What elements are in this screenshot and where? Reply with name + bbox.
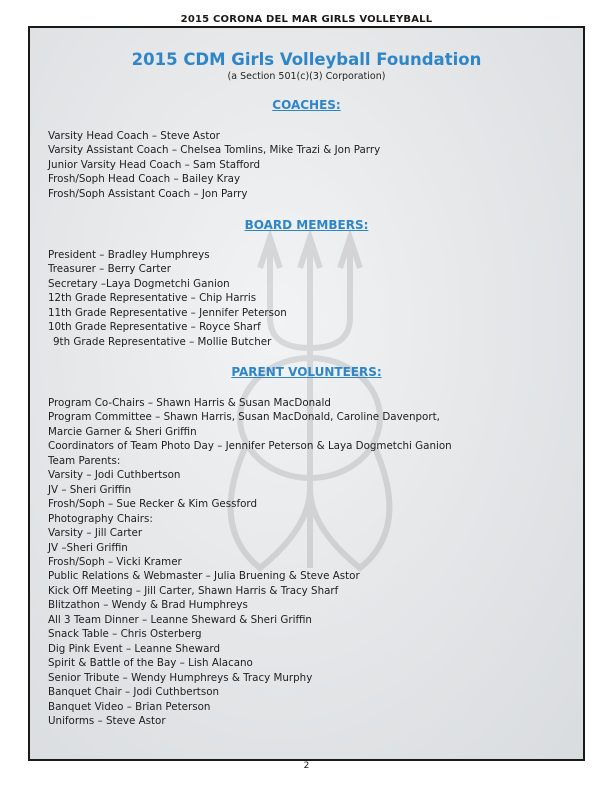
- list-item: Coordinators of Team Photo Day – Jennifer Peterson & Laya Dogmetchi Ganion: [48, 440, 452, 453]
- list-item: Program Committee – Shawn Harris, Susan MacDonald, Caroline Davenport,: [48, 411, 440, 424]
- list-item: Frosh/Soph – Vicki Kramer: [48, 555, 182, 568]
- list-item: Varsity – Jodi Cuthbertson: [48, 469, 181, 482]
- list-item: Public Relations & Webmaster – Julia Bruening & Steve Astor: [48, 570, 360, 583]
- list-item: Banquet Chair – Jodi Cuthbertson: [48, 686, 220, 699]
- list-item: 9th Grade Representative – Mollie Butcher: [53, 335, 272, 348]
- list-item: JV –Sheri Griffin: [48, 541, 128, 554]
- list-item: JV – Sheri Griffin: [48, 483, 132, 496]
- list-item: Blitzathon – Wendy & Brad Humphreys: [48, 599, 248, 612]
- list-item: Frosh/Soph Head Coach – Bailey Kray: [48, 173, 241, 186]
- volunteers-list: [48, 396, 568, 728]
- coaches-list: [48, 129, 568, 201]
- list-item: Frosh/Soph – Sue Recker & Kim Gessford: [48, 498, 258, 511]
- document-subtitle: (a Section 501(c)(3) Corporation): [227, 71, 386, 82]
- page-number-text: 2: [298, 761, 316, 771]
- page-number: [0, 761, 613, 771]
- list-item: Marcie Garner & Sheri Griffin: [48, 425, 197, 438]
- list-item: Kick Off Meeting – Jill Carter, Shawn Harris & Tracy Sharf: [48, 584, 339, 597]
- list-item: President – Bradley Humphreys: [48, 249, 210, 261]
- coaches-heading: COACHES:: [272, 98, 341, 112]
- list-item: 11th Grade Representative – Jennifer Peterson: [48, 306, 287, 319]
- list-item: Photography Chairs:: [48, 512, 153, 525]
- list-item: Banquet Video – Brian Peterson: [48, 700, 211, 713]
- list-item: 10th Grade Representative – Royce Sharf: [48, 321, 261, 334]
- volunteers-heading: PARENT VOLUNTEERS:: [231, 365, 382, 379]
- list-item: 12th Grade Representative – Chip Harris: [48, 292, 257, 305]
- page-frame: [28, 26, 585, 761]
- list-item: Dig Pink Event – Leanne Sheward: [48, 642, 220, 655]
- document-title: 2015 CDM Girls Volleyball Foundation: [131, 50, 482, 69]
- page-header-title: 2015 CORONA DEL MAR GIRLS VOLLEYBALL: [180, 14, 433, 25]
- list-item: Snack Table – Chris Osterberg: [48, 628, 202, 641]
- list-item: Secretary –Laya Dogmetchi Ganion: [48, 277, 230, 290]
- board-list: [48, 248, 568, 349]
- board-heading: BOARD MEMBERS:: [244, 218, 369, 232]
- list-item: Treasurer – Berry Carter: [48, 263, 171, 276]
- list-item: Program Co-Chairs – Shawn Harris & Susan MacDonald: [48, 397, 331, 409]
- list-item: Senior Tribute – Wendy Humphreys & Tracy Murphy: [48, 671, 313, 684]
- list-item: Varsity Assistant Coach – Chelsea Tomlins, Mike Trazi & Jon Parry: [48, 144, 381, 157]
- list-item: Team Parents:: [48, 454, 121, 467]
- list-item: All 3 Team Dinner – Leanne Sheward & Sheri Griffin: [48, 613, 312, 626]
- list-item: Varsity – Jill Carter: [48, 527, 143, 540]
- list-item: Frosh/Soph Assistant Coach – Jon Parry: [48, 187, 248, 200]
- list-item: Junior Varsity Head Coach – Sam Stafford: [48, 158, 261, 171]
- list-item: Spirit & Battle of the Bay – Lish Alacano: [48, 657, 253, 670]
- list-item: Uniforms – Steve Astor: [48, 714, 166, 727]
- list-item: Varsity Head Coach – Steve Astor: [48, 130, 220, 142]
